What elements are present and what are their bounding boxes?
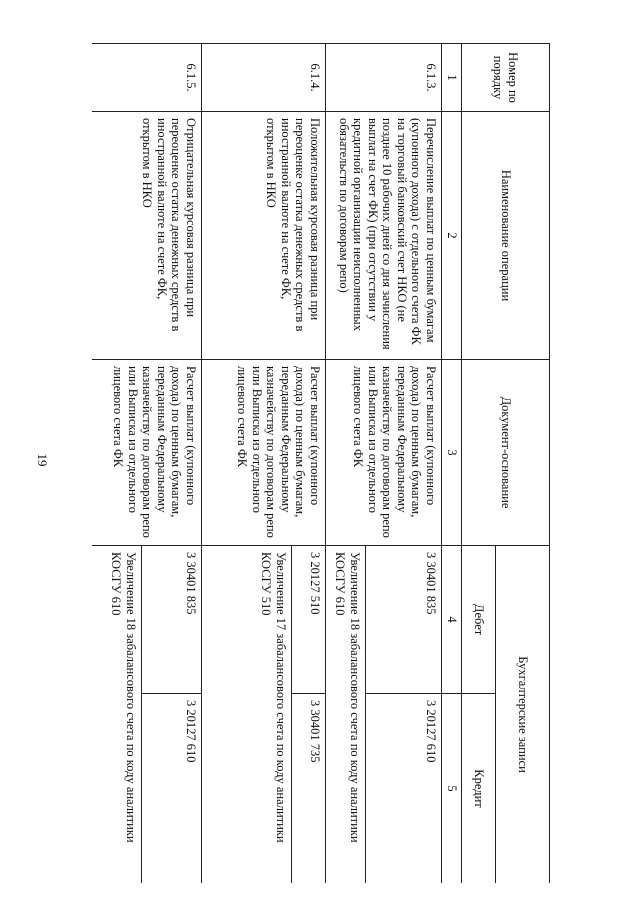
row-document: Расчет выплат (купонного дохода) по ценным бумагам, переданным Федеральному казначейству по договорам репо или Выписка из отдельного лицевого счета ФК	[202, 360, 326, 546]
row-operation: Положительная курсовая разница при переоценке остатка денежных средств в иностранной валюте на счете ФК, открытом в НКО	[202, 112, 326, 360]
row-debit: 3 30401 835	[142, 546, 202, 694]
row-offbalance-note: Увеличение 17 забалансового счета по коду аналитики КОСГУ 510	[202, 546, 292, 884]
accounting-entries-table	[92, 43, 550, 883]
row-offbalance-note: Увеличение 18 забалансового счета по коду аналитики КОСГУ 610	[326, 546, 366, 884]
row-offbalance-note: Увеличение 18 забалансового счета по коду аналитики КОСГУ 610	[92, 546, 142, 884]
header-debit: Дебет	[462, 546, 496, 694]
row-credit: 3 20127 610	[142, 694, 202, 884]
row-number: 6.1.5.	[92, 44, 202, 112]
rotated-table-canvas	[92, 43, 550, 883]
header-document: Документ-основание	[462, 360, 550, 546]
table-row	[366, 44, 442, 884]
row-debit: 3 30401 835	[366, 546, 442, 694]
header-operation: Наименование операции	[462, 112, 550, 360]
row-operation: Отрицательная курсовая разница при переоценке остатка денежных средств в иностранной валюте на счете ФК, открытом в НКО	[92, 112, 202, 360]
header-number: Номер по порядку	[462, 44, 550, 112]
table-row	[142, 44, 202, 884]
row-debit: 3 20127 510	[292, 546, 326, 694]
column-index-4: 4	[442, 546, 462, 694]
page-number: 19	[35, 453, 50, 467]
header-credit: Кредит	[462, 694, 496, 884]
row-credit: 3 30401 735	[292, 694, 326, 884]
header-entries: Бухгалтерские записи	[496, 546, 550, 884]
rotated-table-wrapper	[92, 43, 550, 883]
column-index-3: 3	[442, 360, 462, 546]
row-number: 6.1.3.	[326, 44, 442, 112]
column-index-1: 1	[442, 44, 462, 112]
column-index-2: 2	[442, 112, 462, 360]
column-index-5: 5	[442, 694, 462, 884]
row-number: 6.1.4.	[202, 44, 326, 112]
row-operation: Перечисление выплат по ценным бумагам (купонного дохода) с отдельного счета ФК на торговый банковский счет НКО (не позднее 10 рабочих дней со дня зачисления выплат на счет ФК) (при отсутствии у кредитной организации неисполненных обязательств по договорам репо)	[326, 112, 442, 360]
row-credit: 3 20127 610	[366, 694, 442, 884]
row-document: Расчет выплат (купонного дохода) по ценным бумагам, переданным Федеральному казначейству по договорам репо или Выписка из отдельного лицевого счета ФК	[326, 360, 442, 546]
table-row	[292, 44, 326, 884]
row-document: Расчет выплат (купонного дохода) по ценным бумагам, переданным Федеральному казначейству по договорам репо или Выписка из отдельного лицевого счета ФК	[92, 360, 202, 546]
